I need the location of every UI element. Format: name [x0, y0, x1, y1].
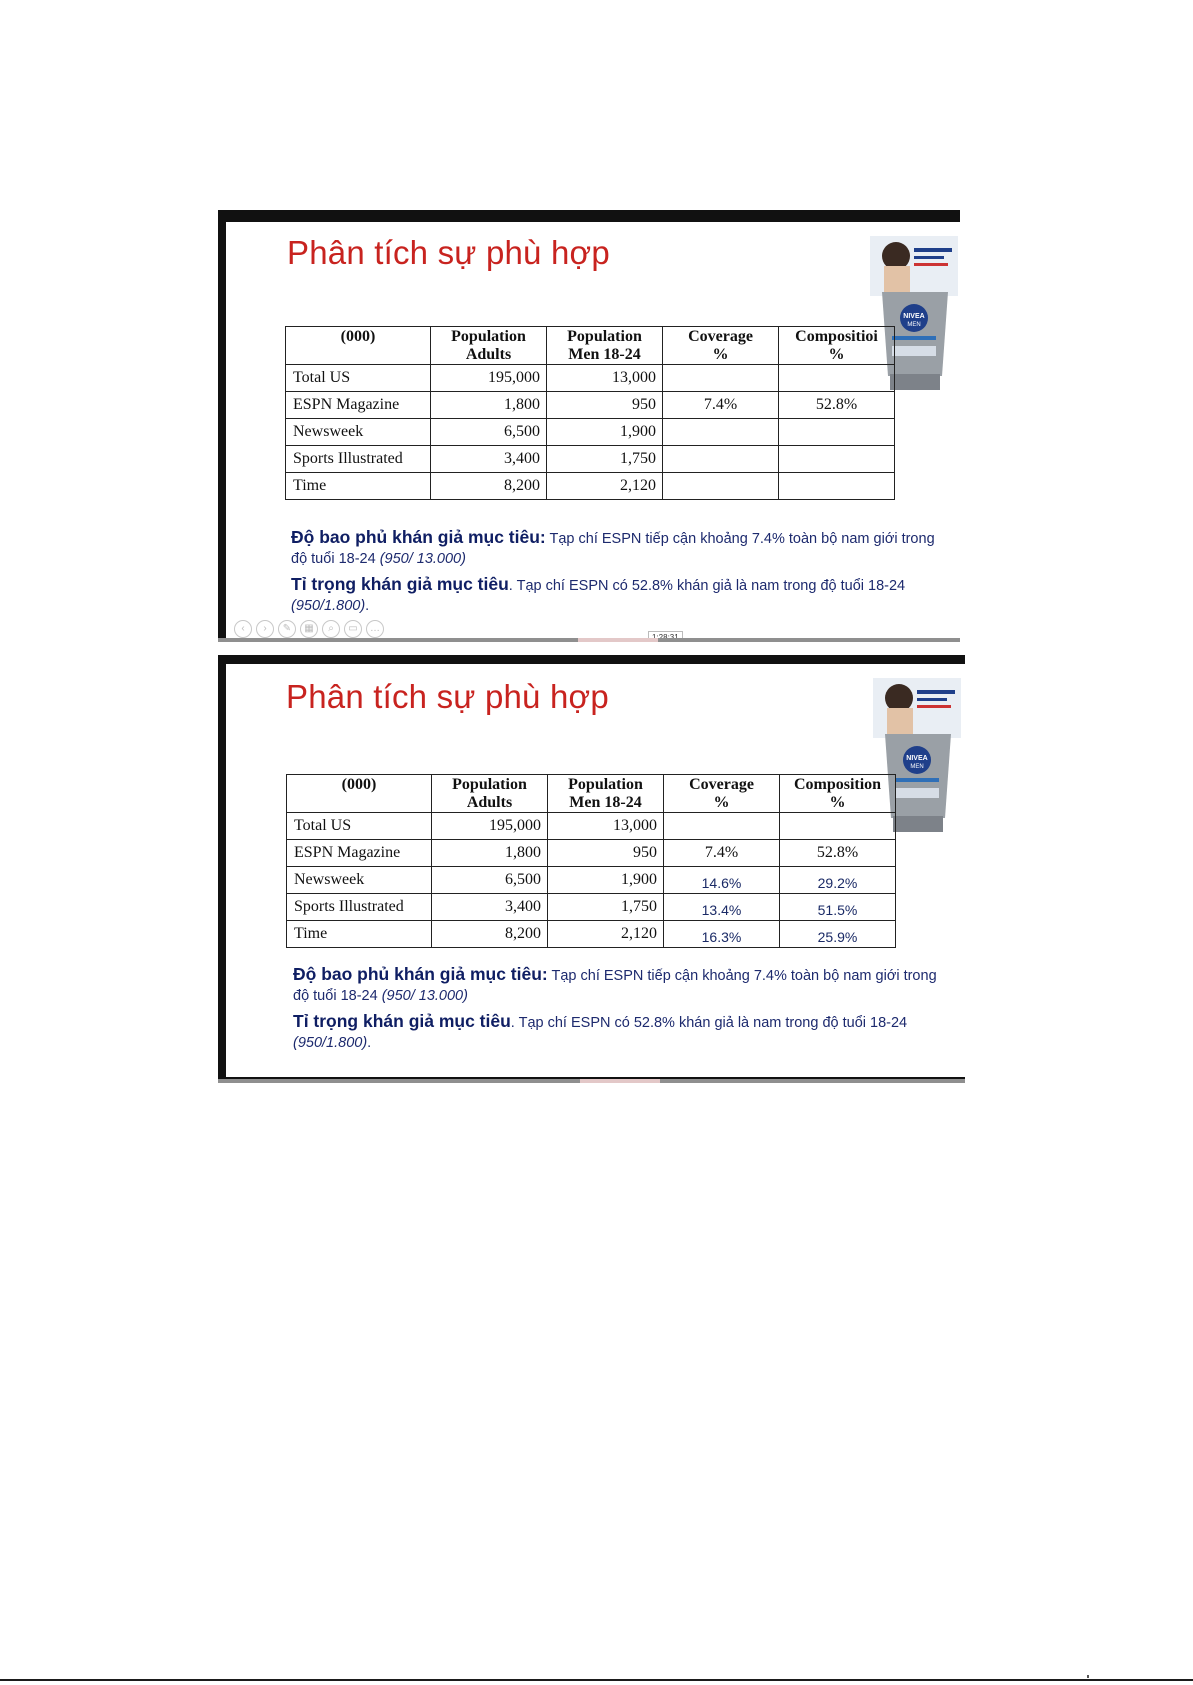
header-cell	[779, 327, 895, 365]
men-cell: 1,750	[548, 894, 664, 921]
table-header-row	[287, 775, 896, 813]
header-line: Population	[568, 776, 643, 793]
coverage-cell: 7.4%	[663, 392, 779, 419]
composition-cell	[779, 446, 895, 473]
subtitles-icon[interactable]: ▭	[344, 620, 362, 638]
adults-cell: 1,800	[431, 392, 547, 419]
header-cell	[547, 327, 663, 365]
note-formula: (950/1.800)	[291, 598, 366, 614]
product-sub-text: MEN	[910, 764, 924, 770]
note-text: Tạp chí ESPN tiếp cận khoảng 7.4% toàn bộ nam giới trong độ tuổi 18-24	[291, 531, 935, 567]
bottom-strip-accent	[578, 638, 658, 642]
media-name-cell: ESPN Magazine	[287, 840, 432, 867]
men-cell: 13,000	[548, 813, 664, 840]
header-cell	[431, 327, 547, 365]
header-line: %	[829, 794, 846, 811]
table-row	[286, 473, 895, 500]
table-row	[286, 365, 895, 392]
table-row	[287, 840, 896, 867]
slide-2	[226, 664, 965, 1077]
slide-title: Phân tích sự phù hợp	[287, 234, 610, 271]
header-line: Population	[451, 328, 526, 345]
coverage-note	[293, 964, 943, 1006]
adults-cell: 3,400	[432, 894, 548, 921]
header-line: Adults	[466, 794, 513, 811]
header-line: Coverage	[689, 776, 754, 793]
presentation-toolbar	[234, 620, 384, 638]
adults-cell: 6,500	[432, 867, 548, 894]
more-icon[interactable]: …	[366, 620, 384, 638]
coverage-cell	[663, 446, 779, 473]
next-icon[interactable]: ›	[256, 620, 274, 638]
men-cell: 2,120	[547, 473, 663, 500]
header-cell	[432, 775, 548, 813]
media-name-cell: Time	[287, 921, 432, 948]
adults-cell: 3,400	[431, 446, 547, 473]
header-line: Men 18-24	[569, 794, 642, 811]
men-cell: 2,120	[548, 921, 664, 948]
composition-cell: 51.5%	[780, 894, 896, 921]
header-line: Coverage	[688, 328, 753, 345]
header-line: Men 18-24	[568, 346, 641, 363]
men-cell: 1,750	[547, 446, 663, 473]
header-cell	[780, 775, 896, 813]
coverage-cell	[663, 473, 779, 500]
coverage-note	[291, 527, 941, 569]
coverage-cell	[664, 813, 780, 840]
previous-icon[interactable]: ‹	[234, 620, 252, 638]
slides-icon[interactable]: ▦	[300, 620, 318, 638]
adults-cell: 8,200	[431, 473, 547, 500]
note-heading: Độ bao phủ khán giả mục tiêu:	[293, 964, 548, 984]
product-brand-text: NIVEA	[903, 313, 925, 320]
header-line: Population	[452, 776, 527, 793]
composition-cell: 29.2%	[780, 867, 896, 894]
men-cell: 950	[548, 840, 664, 867]
composition-note	[291, 574, 941, 616]
slide-screenshot-1	[218, 210, 960, 642]
table-row	[286, 392, 895, 419]
header-line: %	[712, 346, 729, 363]
slide-screenshot-2	[218, 655, 965, 1083]
note-text: . Tạp chí ESPN có 52.8% khán giả là nam trong độ tuổi 18-24	[508, 578, 906, 594]
header-line: Adults	[465, 346, 512, 363]
table-row	[286, 446, 895, 473]
note-heading: Tỉ trọng khán giả mục tiêu	[291, 574, 509, 594]
note-heading: Độ bao phủ khán giả mục tiêu:	[291, 527, 546, 547]
slide-title: Phân tích sự phù hợp	[286, 678, 609, 715]
coverage-cell	[663, 365, 779, 392]
header-line: %	[713, 794, 730, 811]
header-line: Population	[567, 328, 642, 345]
header-line: Compositioi	[795, 328, 878, 345]
note-formula: (950/ 13.000)	[379, 551, 466, 567]
media-name-cell: Time	[286, 473, 431, 500]
page-bottom-rule	[0, 1679, 1193, 1681]
product-sub-text: MEN	[907, 322, 921, 328]
coverage-cell: 16.3%	[664, 921, 780, 948]
note-formula: (950/ 13.000)	[381, 988, 468, 1004]
zoom-icon[interactable]: ⌕	[322, 620, 340, 638]
coverage-cell: 13.4%	[664, 894, 780, 921]
media-name-cell: Newsweek	[286, 419, 431, 446]
men-cell: 1,900	[547, 419, 663, 446]
adults-cell: 1,800	[432, 840, 548, 867]
table-row	[287, 813, 896, 840]
composition-cell	[780, 813, 896, 840]
note-text: Tạp chí ESPN tiếp cận khoảng 7.4% toàn bộ nam giới trong độ tuổi 18-24	[293, 968, 937, 1004]
adults-cell: 6,500	[431, 419, 547, 446]
media-table	[286, 774, 896, 948]
composition-cell	[779, 419, 895, 446]
note-heading: Tỉ trọng khán giả mục tiêu	[293, 1011, 511, 1031]
media-name-cell: Sports Illustrated	[287, 894, 432, 921]
header-cell	[286, 327, 431, 365]
note-tail: .	[365, 598, 370, 614]
table-row	[287, 894, 896, 921]
table-row	[287, 867, 896, 894]
composition-cell: 52.8%	[780, 840, 896, 867]
header-line: %	[828, 346, 845, 363]
product-brand-text: NIVEA	[906, 755, 928, 762]
header-line: Composition	[793, 776, 882, 793]
page-rule-tick	[1087, 1675, 1089, 1678]
coverage-cell: 14.6%	[664, 867, 780, 894]
header-cell	[287, 775, 432, 813]
note-tail: .	[367, 1035, 372, 1051]
composition-cell: 25.9%	[780, 921, 896, 948]
note-text: . Tạp chí ESPN có 52.8% khán giả là nam trong độ tuổi 18-24	[510, 1015, 908, 1031]
media-name-cell: Total US	[287, 813, 432, 840]
header-line: (000)	[341, 776, 377, 793]
header-line: (000)	[340, 328, 376, 345]
media-name-cell: Sports Illustrated	[286, 446, 431, 473]
media-table	[285, 326, 895, 500]
header-cell	[663, 327, 779, 365]
media-name-cell: ESPN Magazine	[286, 392, 431, 419]
slide-1	[226, 222, 960, 642]
table-row	[286, 419, 895, 446]
composition-cell	[779, 365, 895, 392]
media-name-cell: Newsweek	[287, 867, 432, 894]
bottom-strip-accent	[580, 1079, 660, 1083]
coverage-cell	[663, 419, 779, 446]
men-cell: 1,900	[548, 867, 664, 894]
header-cell	[664, 775, 780, 813]
men-cell: 13,000	[547, 365, 663, 392]
table-row	[287, 921, 896, 948]
composition-note	[293, 1011, 943, 1053]
men-cell: 950	[547, 392, 663, 419]
adults-cell: 195,000	[432, 813, 548, 840]
note-formula: (950/1.800)	[293, 1035, 368, 1051]
coverage-cell: 7.4%	[664, 840, 780, 867]
adults-cell: 195,000	[431, 365, 547, 392]
composition-cell	[779, 473, 895, 500]
table-header-row	[286, 327, 895, 365]
header-cell	[548, 775, 664, 813]
composition-cell: 52.8%	[779, 392, 895, 419]
pen-icon[interactable]: ✎	[278, 620, 296, 638]
adults-cell: 8,200	[432, 921, 548, 948]
media-name-cell: Total US	[286, 365, 431, 392]
